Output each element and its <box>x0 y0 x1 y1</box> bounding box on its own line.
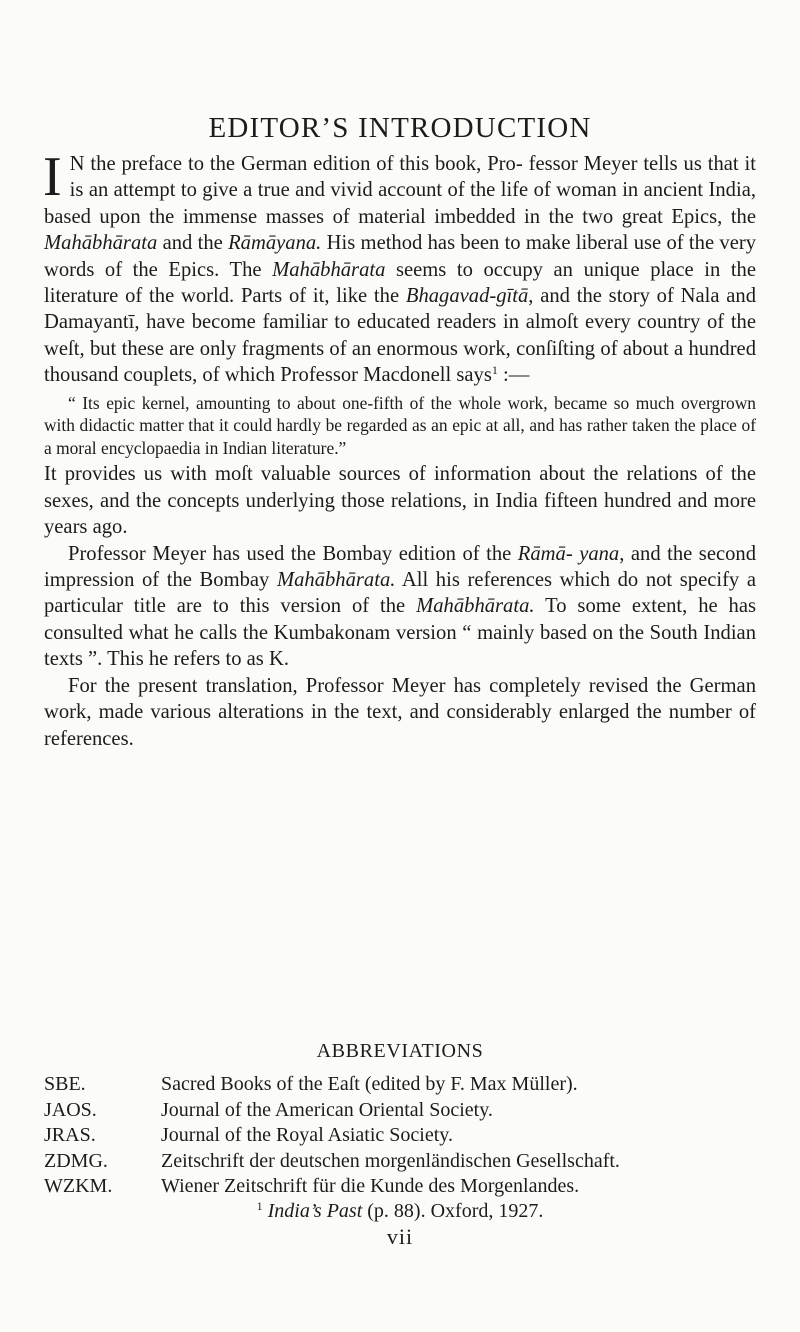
abbreviation-value: Wiener Zeitschrift für die Kunde des Morgenlandes. <box>161 1175 580 1198</box>
abbreviation-value: Zeitschrift der deutschen morgenländischen Gesellschaft. <box>161 1149 620 1172</box>
p1-italic-3: Mahābhārata <box>272 258 386 281</box>
abbreviations-heading: ABBREVIATIONS <box>316 1040 484 1062</box>
p1-italic-1: Mahābhārata <box>44 232 158 255</box>
abbreviation-key: SBE. <box>44 1073 86 1095</box>
p1-text-2: and the <box>157 232 229 255</box>
abbreviation-value: Journal of the Royal Asiatic Society. <box>161 1124 453 1147</box>
paragraph-2: It provides us with moſt valuable sources of information about the relations of the sexes, and the concepts underlying those relations, in India fifteen hundred and more years ago. <box>44 463 756 539</box>
p3-text-4: To some extent, he has consulted what he calls the Kumbakonam version “ mainly based on the South Indian texts ”. This he refers to as K. <box>44 595 756 671</box>
footnote <box>0 1200 800 1223</box>
abbreviation-row <box>44 1149 756 1175</box>
footnote-marker: 1 <box>491 363 498 378</box>
abbreviation-row <box>44 1123 756 1149</box>
abbreviation-row <box>44 1174 756 1200</box>
footnote-title: India’s Past <box>267 1200 363 1222</box>
abbreviation-value: Sacred Books of the Eaſt (edited by F. Max Müller). <box>161 1073 578 1095</box>
p3-text-2: , and the second impression of the Bombay <box>44 542 756 592</box>
p1-text-5: , and the story of Nala and Damayantī, have become familiar to educated readers in almoſt every country of the weſt, but these are only fragments of an enormous work, conſiſting of about a hundred thousand couplets, of which Professor Macdonell says <box>44 285 756 387</box>
introduction-body <box>43 146 756 752</box>
p1-text-4: seems to occupy an unique place in the literature of the world. Parts of it, like the <box>44 258 756 308</box>
p3-text-3: All his references which do not specify a particular title are to this version of the <box>44 569 756 618</box>
p3-text-1: Professor Meyer has used the Bombay edition of the <box>68 542 518 565</box>
p3-italic-2: Mahābhārata. <box>276 569 396 592</box>
paragraph-4: For the present translation, Professor Meyer has completely revised the German work, made various alterations in the text, and considerably enlarged the number of references. <box>44 674 756 750</box>
abbreviation-key: ZDMG. <box>44 1149 108 1172</box>
page-title: EDITOR’S INTRODUCTION <box>208 112 592 144</box>
p1-italic-2: Rāmāyana. <box>228 232 322 255</box>
abbreviation-row <box>44 1098 756 1124</box>
abbreviation-value: Journal of the American Oriental Society. <box>161 1098 493 1121</box>
abbreviation-key: JAOS. <box>44 1098 97 1121</box>
p1-text-3: His method has been to make liberal use of the very words of the Epics. The <box>44 232 756 281</box>
footnote-number: 1 <box>256 1199 263 1213</box>
p3-italic-1: Rāmā- yana <box>517 542 620 565</box>
p1-italic-4: Bhagavad-gītā <box>405 285 529 308</box>
p3-italic-3: Mahābhārata. <box>416 595 535 618</box>
page-number: vii <box>386 1224 414 1249</box>
p1-text-6: :— <box>497 364 530 387</box>
p1-text-1: N the preface to the German edition of this book, Pro- fessor Meyer tells us that it is an attempt to give a true and vivid account of the life of woman in ancient India, based upon the immense masses of material imbedded in the two great Epics, the <box>44 153 756 228</box>
footnote-text: (p. 88). Oxford, 1927. <box>362 1200 544 1222</box>
abbreviation-key: JRAS. <box>44 1124 96 1147</box>
abbreviations-list <box>44 1072 756 1200</box>
abbreviation-row <box>44 1072 756 1098</box>
paragraph-3 <box>44 541 756 673</box>
drop-cap: I <box>43 146 62 208</box>
paragraph-1 <box>43 146 756 389</box>
abbreviation-key: WZKM. <box>44 1175 113 1198</box>
block-quote: “ Its epic kernel, amounting to about one-fifth of the whole work, became so much overgrown with didactic matter that it could hardly be regarded as an epic at all, and has rather taken the place of a moral encyclopaedia in Indian literature.” <box>44 392 756 458</box>
